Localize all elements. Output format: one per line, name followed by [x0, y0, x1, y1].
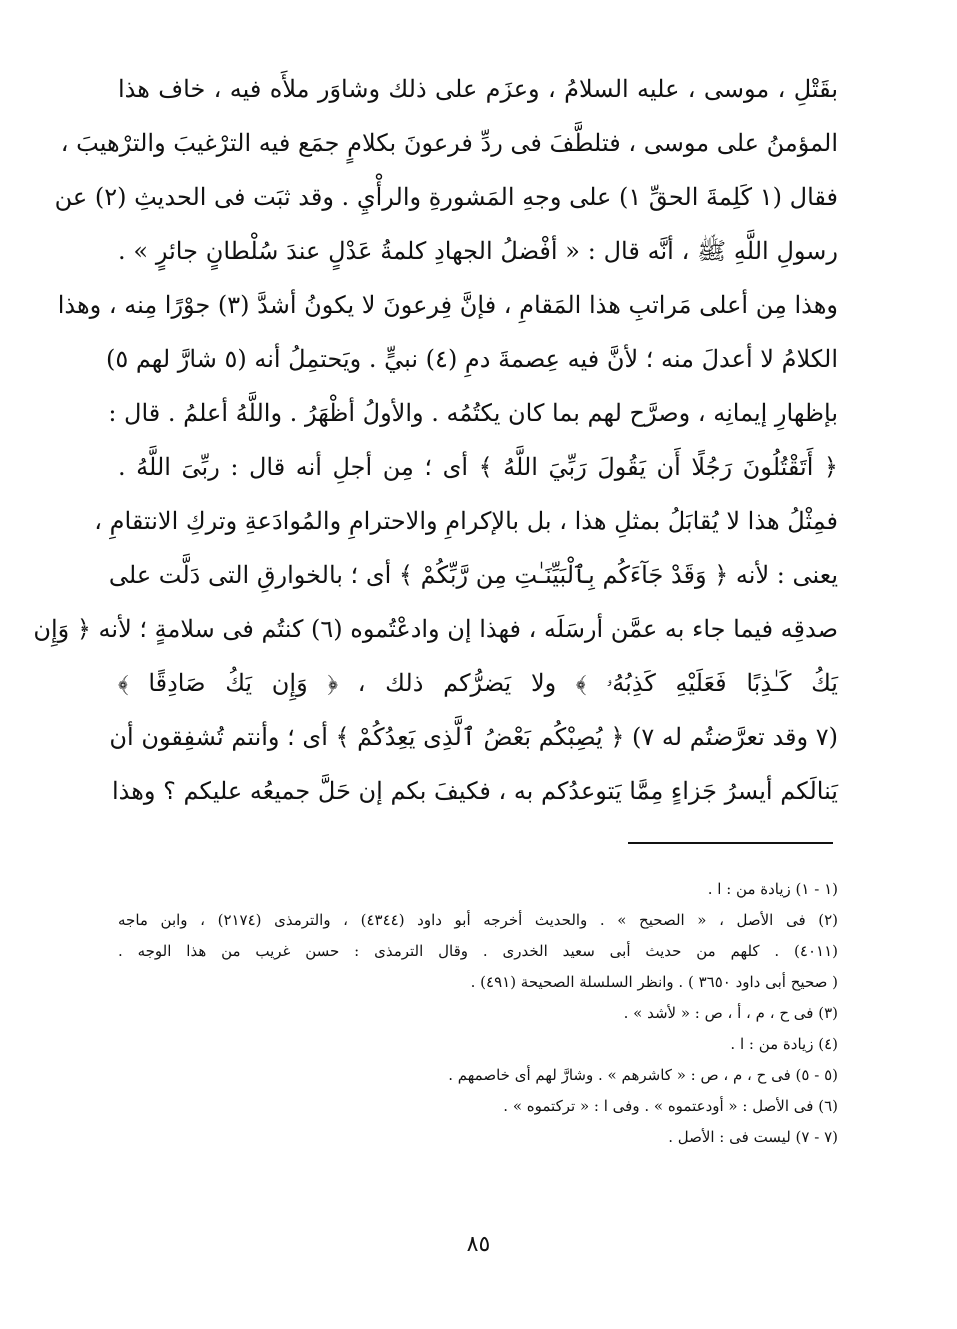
footnote: (٣) فى ح ، م ، أ ، ص : « لأشد » .	[623, 1004, 838, 1022]
main-text	[33, 62, 838, 818]
footnote: (١ - ١) زيادة من : ا .	[707, 880, 838, 898]
text-line: وهذا مِن أعلى مَراتبِ هذا المَقامِ ، فإنَّ فِرعونَ لا يكونُ أشدَّ (٣) جوْرًا مِنه ، وهذا	[57, 291, 838, 319]
footnote: (٢) فى الأصل ، « الصحيح » . والحديث أخرجه أبو داود (٤٣٤٤) ، والترمذى (٢١٧٤) ، وابن ماجه	[118, 911, 838, 929]
text-line: بقَتْلِ ، موسى ، عليه السلامُ ، وعزَم على ذلك وشاوَر ملأَه فيه ، خاف هذا	[118, 75, 838, 103]
footnote: (٤) زيادة من : ا .	[730, 1035, 838, 1053]
text-line: الكلامُ لا أعدلَ منه ؛ لأنَّ فيه عِصمةَ دمِ (٤) نبيٍّ . ويَحتمِلُ أنه (٥ شارَّ لهم ٥)	[105, 345, 838, 373]
text-line: ﴿ أَتَقْتُلُونَ رَجُلًا أَن يَقُولَ رَبِّيَ اللَّهُ ﴾ أى ؛ مِن أجلِ أنه قال : ربِّىَ اللَّهُ .	[118, 453, 838, 481]
text-line: المؤمنُ على موسى ، فتلطَّفَ فى ردِّ فرعونَ بكلامٍ جمَع فيه الترْغيبَ والترْهيبَ ،	[60, 129, 838, 157]
footnote: (٤٠١١) . كلهم من حديث أبى سعيد الخدرى . وقال الترمذى : حسن غريب من هذا الوجه .	[118, 942, 838, 960]
text-line: بإظهارِ إيمانِه ، وصرَّح لهم بما كان يكتُمُه . والأولُ أظْهَرُ . واللَّهُ أعلمُ . قال :	[108, 399, 838, 427]
text-line: فقال (١ كَلِمةَ الحقِّ ١) على وجهِ المَشورةِ والرأْيِ . وقد ثبَت فى الحديثِ (٢) عن	[54, 183, 838, 211]
footnote: ( صحيح أبى داود ٣٦٥٠ ) . وانظر السلسلة الصحيحة (٤٩١) .	[470, 973, 838, 991]
text-line: فمِثْلُ هذا لا يُقابَلُ بمثلِ هذا ، بل بالإكرامِ والاحترامِ والمُوادَعةِ وتركِ الانتقامِ ،	[94, 507, 838, 535]
text-line: (٧ وقد تعرَّضتُم له ٧) ﴿ يُصِبْكُم بَعْضُ ٱلَّذِى يَعِدُكُمْ ﴾ أى ؛ وأنتم تُشفِقون أن	[109, 723, 838, 751]
text-line: صدقِه فيما جاء به عمَّن أرسَلَه ، فهذا إن وادعْتُموه (٦) كنتُم فى سلامةٍ ؛ لأنه ﴿ وَإِن	[33, 615, 838, 643]
text-line: يَنالَكم أيسرُ جَزاءٍ مِمَّا يَتوعدُكم به ، فكيفَ بكم إن حَلَّ جميعُه عليكم ؟ وهذا	[112, 777, 838, 805]
footnote: (٦) فى الأصل : « أودعتموه » . وفى ا : « تركتموه » .	[503, 1097, 838, 1115]
footnote: (٧ - ٧) ليست فى : الأصل .	[668, 1128, 838, 1146]
text-line: يعنى : لأنه ﴿ وَقَدْ جَآءَكُم بِٱلْبَيِّنَـٰتِ مِن رَّبِّكُمْ ﴾ أى ؛ بالخوارقِ التى دَلَّت على	[108, 561, 838, 589]
footnote-divider	[628, 842, 833, 844]
page-number: ٨٥	[466, 1232, 491, 1257]
text-line: يَكُ كَـٰذِبًا فَعَلَيْهِ كَذِبُهُۥ ﴾ ولا يَضرُّكم ذلك ، ﴿ وَإِن يَكُ صَادِقًا ﴾	[118, 669, 838, 697]
text-line: رسولِ اللَّهِ ﷺ ، أنَّه قال : « أفْضلُ الجهادِ كلمةُ عَدْلٍ عندَ سُلْطانٍ جائرٍ » .	[118, 237, 838, 265]
footnotes	[118, 874, 838, 1153]
footnote: (٥ - ٥) فى ح ، م ، ص : « كاشرهم » . وشارَّ لهم أى خاصمهم .	[448, 1066, 838, 1084]
